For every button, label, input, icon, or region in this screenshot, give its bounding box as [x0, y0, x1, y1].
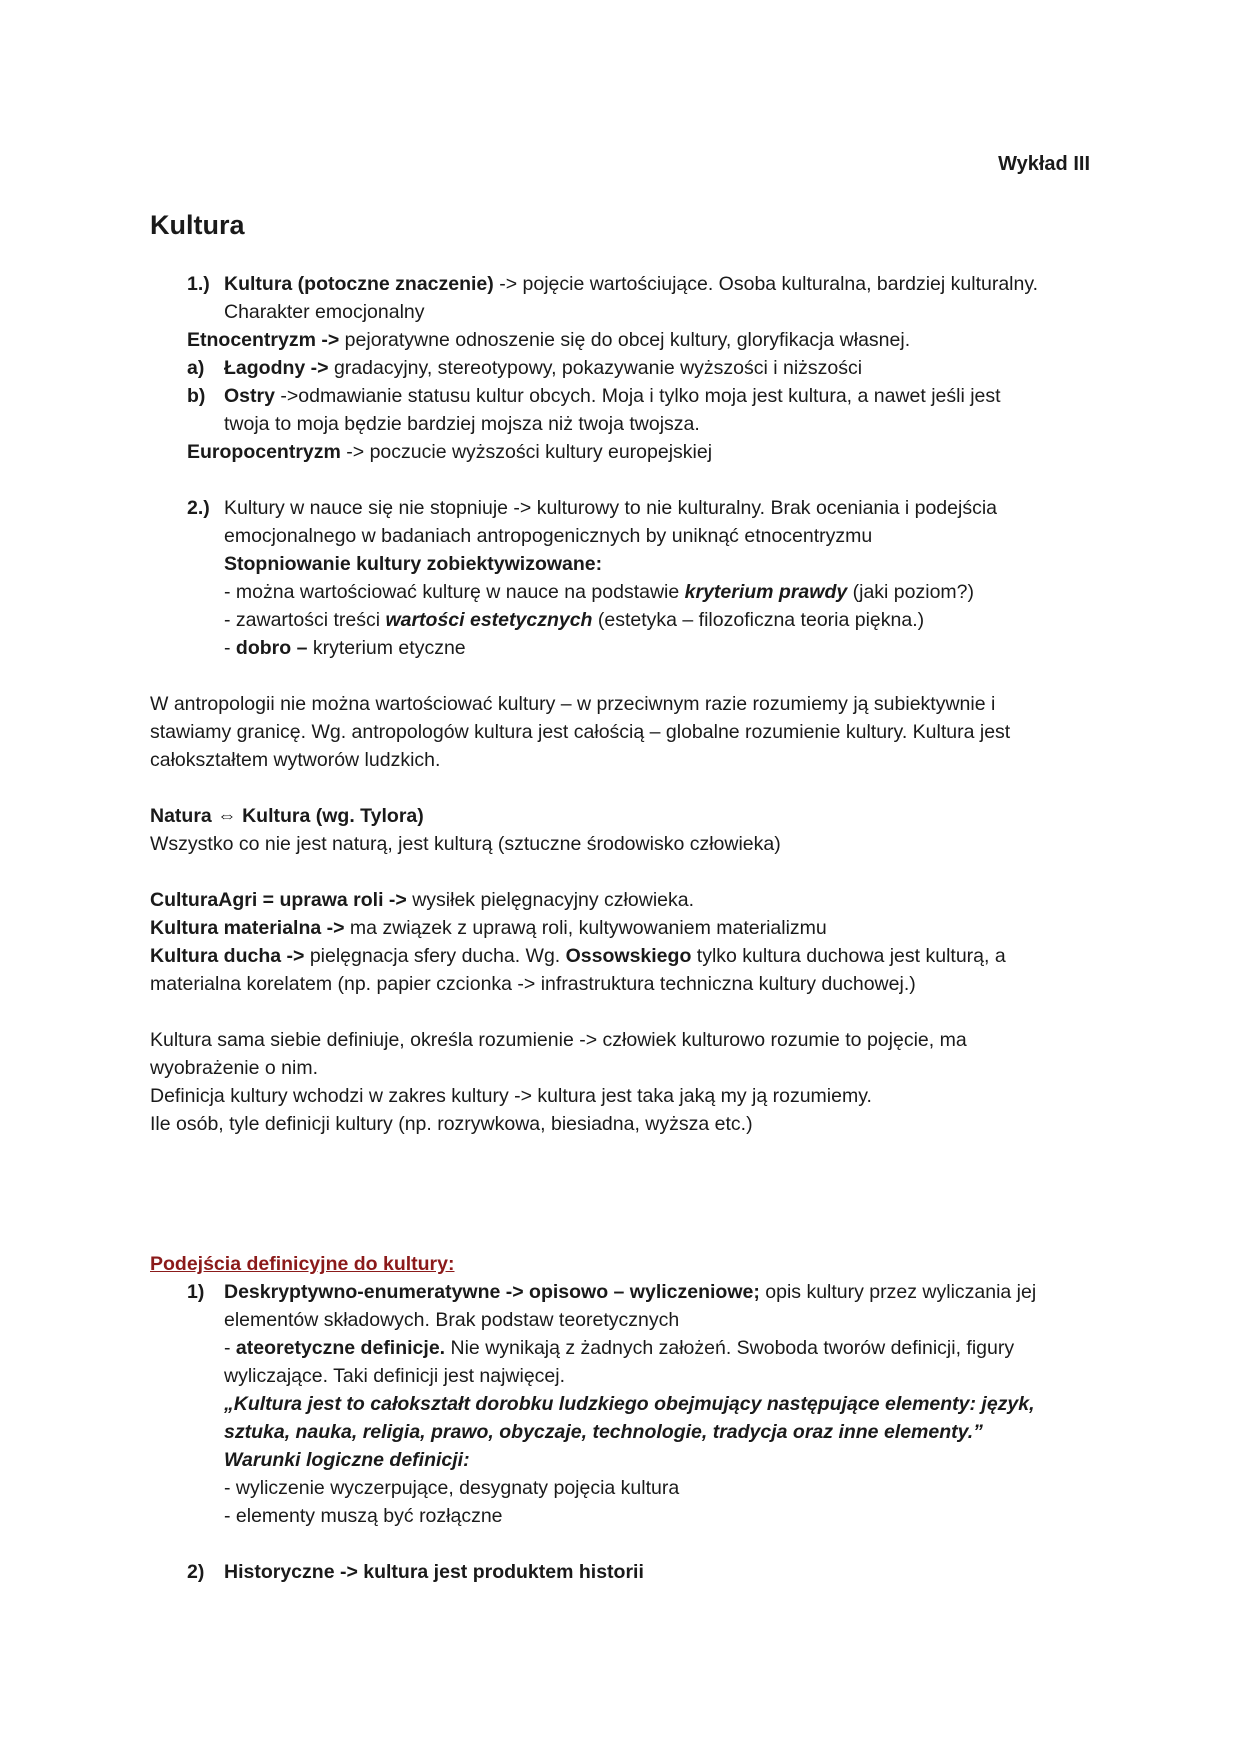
condition-1: - wyliczenie wyczerpujące, desygnaty pojęcia kultura: [224, 1477, 680, 1499]
document-title: Kultura: [150, 210, 245, 240]
term-lagodny: Łagodny ->: [224, 357, 329, 379]
s1-line-1: [224, 270, 1038, 298]
approach-1-text-3: Nie wynikają z żadnych założeń. Swoboda tworów definicji, figury: [445, 1337, 1015, 1359]
term-kultura-materialna: Kultura materialna ->: [150, 917, 345, 939]
europocentryzm-line: [187, 438, 712, 466]
approach-1-text: opis kultury przez wyliczania jej: [759, 1281, 1037, 1303]
stopniowanie-item-3: [224, 634, 466, 662]
term-ostry: Ostry: [224, 385, 275, 407]
approach-1-dash: -: [224, 1337, 236, 1359]
term-cultura-agri: CulturaAgri = uprawa roli ->: [150, 889, 407, 911]
europocentryzm-text: -> poczucie wyższości kultury europejskiej: [340, 441, 713, 463]
item3-text-a: -: [224, 637, 236, 659]
term-ossowskiego: Ossowskiego: [565, 945, 692, 967]
list-number-2: 2.): [187, 497, 210, 519]
approach-1-line-2: elementów składowych. Brak podstaw teoretycznych: [224, 1309, 680, 1331]
ostry-line-1: [224, 382, 1001, 410]
approach-marker-2: 2): [187, 1561, 205, 1583]
s1-text-a: -> pojęcie wartościujące. Osoba kulturalna, bardziej kulturalny.: [493, 273, 1039, 295]
agri-text-3a: pielęgnacja sfery ducha. Wg.: [304, 945, 566, 967]
term-kultura-potoczna: Kultura (potoczne znaczenie): [224, 273, 494, 295]
item2-text-b: (estetyka – filozoficzna teoria piękna.): [592, 609, 925, 631]
ostry-text-a: ->odmawianie statusu kultur obcych. Moja i tylko moja jest kultura, a nawet jeśli jest: [274, 385, 1001, 407]
etnocentryzm-line: [187, 326, 910, 354]
agri-line-1: [150, 886, 694, 914]
list-marker-b: b): [187, 385, 206, 407]
agri-line-2: [150, 914, 827, 942]
lagodny-text: gradacyjny, stereotypowy, pokazywanie wyższości i niższości: [328, 357, 863, 379]
kryterium-prawdy: kryterium prawdy: [684, 581, 848, 603]
agri-text-1: wysiłek pielęgnacyjny człowieka.: [406, 889, 695, 911]
def-line-3: Definicja kultury wchodzi w zakres kultury -> kultura jest taka jaką my ją rozumiemy.: [150, 1085, 872, 1107]
approach-1-line-4: wyliczające. Taki definicji jest najwięcej.: [224, 1365, 566, 1387]
item3-text-b: kryterium etyczne: [307, 637, 466, 659]
agri-text-3b: tylko kultura duchowa jest kulturą, a: [691, 945, 1006, 967]
s1-line-2: Charakter emocjonalny: [224, 301, 425, 323]
s2-line-1: Kultury w nauce się nie stopniuje -> kulturowy to nie kulturalny. Brak oceniania i podejścia: [224, 497, 998, 519]
item1-text-a: - można wartościować kulturę w nauce na podstawie: [224, 581, 685, 603]
item1-text-b: (jaki poziom?): [847, 581, 974, 603]
wartosci-estetyczne: wartości estetycznych: [385, 609, 593, 631]
antro-line-3: całokształtem wytworów ludzkich.: [150, 749, 441, 771]
term-europocentryzm: Europocentryzm: [187, 441, 341, 463]
def-line-4: Ile osób, tyle definicji kultury (np. rozrywkowa, biesiadna, wyższa etc.): [150, 1113, 753, 1135]
term-etnocentryzm: Etnocentryzm ->: [187, 329, 340, 351]
quote-line-2: sztuka, nauka, religia, prawo, obyczaje, technologie, tradycja oraz inne elementy.”: [224, 1421, 983, 1443]
term-kultura-ducha: Kultura ducha ->: [150, 945, 305, 967]
approach-1-line-1: [224, 1278, 1036, 1306]
quote-line-1: „Kultura jest to całokształt dorobku ludzkiego obejmujący następujące elementy: język,: [224, 1393, 1035, 1415]
approaches-heading: Podejścia definicyjne do kultury:: [150, 1253, 455, 1275]
antro-line-1: W antropologii nie można wartościować kultury – w przeciwnym razie rozumiemy ją subiektywnie i: [150, 693, 996, 715]
term-dobro: dobro –: [235, 637, 308, 659]
tylor-text: Wszystko co nie jest naturą, jest kulturą (sztuczne środowisko człowieka): [150, 833, 781, 855]
approach-2-term: Historyczne -> kultura jest produktem historii: [224, 1561, 644, 1583]
condition-2: - elementy muszą być rozłączne: [224, 1505, 503, 1527]
list-marker-a: a): [187, 357, 205, 379]
approach-marker-1: 1): [187, 1281, 205, 1303]
def-line-2: wyobrażenie o nim.: [150, 1057, 318, 1079]
conditions-heading: Warunki logiczne definicji:: [224, 1449, 470, 1471]
tylor-heading: Natura ⇔ Kultura (wg. Tylora): [150, 805, 424, 827]
antro-line-2: stawiamy granicę. Wg. antropologów kultura jest całością – globalne rozumienie kultury. Kultura jest: [150, 721, 1011, 743]
s2-line-2: emocjonalnego w badaniach antropogenicznych by uniknąć etnocentryzmu: [224, 525, 873, 547]
stopniowanie-item-2: [224, 606, 924, 634]
stopniowanie-item-1: [224, 578, 974, 606]
ostry-line-2: twoja to moja będzie bardziej mojsza niż twoja twojsza.: [224, 413, 700, 435]
etnocentryzm-text: pejoratywne odnoszenie się do obcej kultury, gloryfikacja własnej.: [339, 329, 911, 351]
stopniowanie-heading: Stopniowanie kultury zobiektywizowane:: [224, 553, 603, 575]
agri-text-2: ma związek z uprawą roli, kultywowaniem materializmu: [344, 917, 827, 939]
def-line-1: Kultura sama siebie definiuje, określa rozumienie -> człowiek kulturowo rozumie to pojęcie, ma: [150, 1029, 967, 1051]
agri-line-3: [150, 942, 1006, 970]
term-ateoretyczne: ateoretyczne definicje.: [235, 1337, 446, 1359]
item2-text-a: - zawartości treści: [224, 609, 386, 631]
lagodny-line: [224, 354, 862, 382]
term-deskryptywno: Deskryptywno-enumeratywne -> opisowo – wyliczeniowe;: [224, 1281, 760, 1303]
lecture-label: Wykład III: [998, 153, 1090, 175]
agri-line-4: materialna korelatem (np. papier czcionka -> infrastruktura techniczna kultury duchowej.): [150, 973, 916, 995]
approach-1-line-3: [224, 1334, 1014, 1362]
list-number-1: 1.): [187, 273, 210, 295]
